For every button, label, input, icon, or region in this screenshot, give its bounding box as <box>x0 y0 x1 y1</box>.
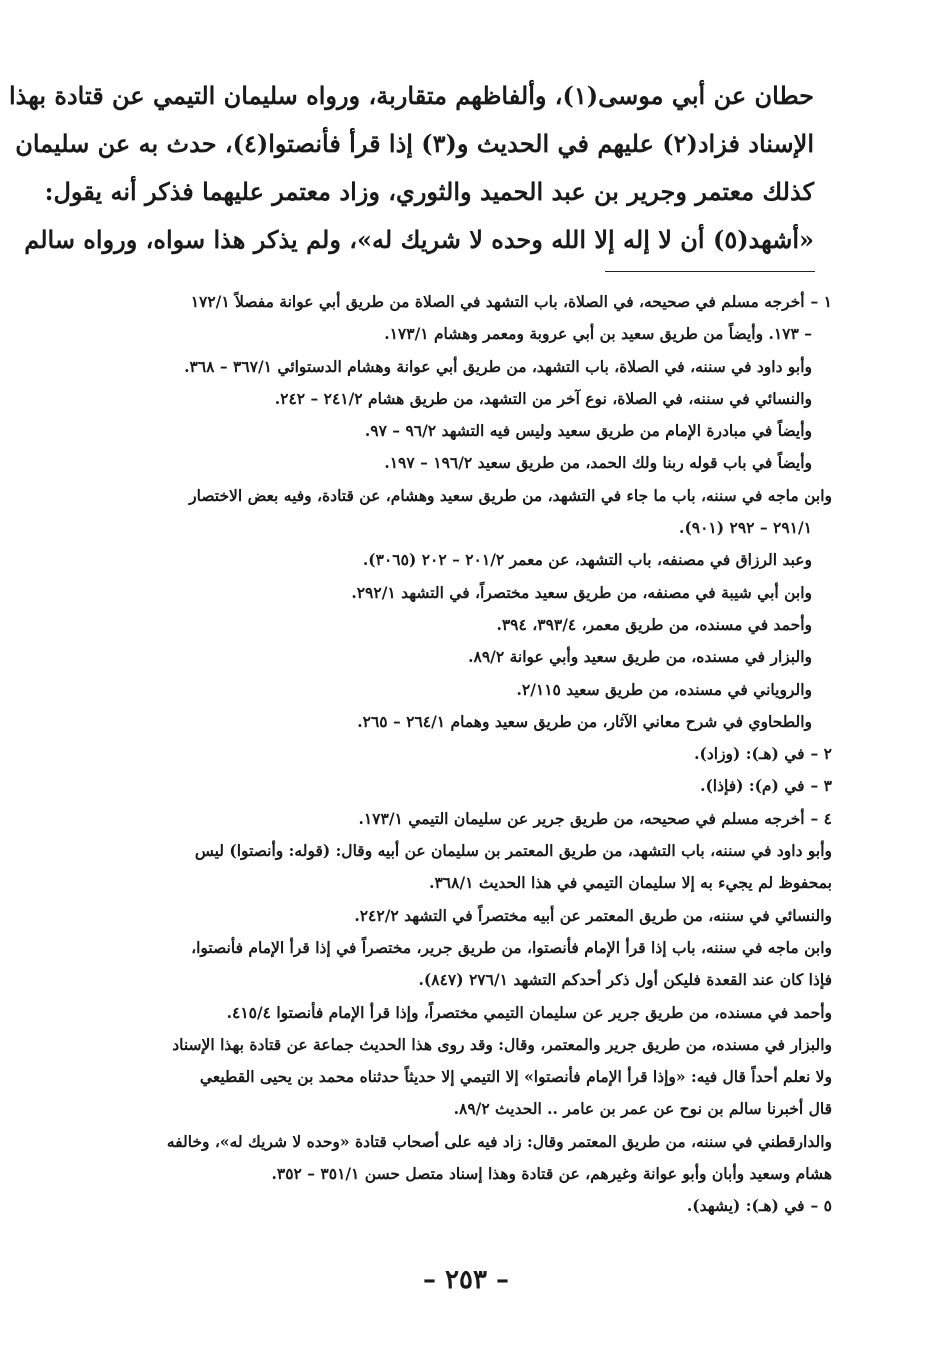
footnote-entry <box>100 770 832 802</box>
footnote-line <box>100 706 832 738</box>
footnote-line <box>100 415 832 447</box>
footnote-text: وابن ماجه في سننه، باب إذا قرأ الإمام فأنصتوا، من طريق جرير، مختصراً في إذا قرأ الإمام فأنصتوا، <box>191 937 832 957</box>
footnote-text: والبزار في مسنده، من طريق جرير والمعتمر، وقال: وقد روى هذا الحديث جماعة عن قتادة بهذا الإسناد <box>172 1034 832 1054</box>
footnote-number: ٢ – <box>810 744 832 764</box>
footnotes <box>100 286 832 1223</box>
footnote-number: ٣ – <box>810 776 832 796</box>
footnote-number: ١ – <box>810 292 832 311</box>
footnote-line <box>100 512 832 544</box>
footnote-line <box>100 1061 832 1093</box>
main-text <box>9 72 814 264</box>
main-text-line: حطان عن أبي موسى(١)، وألفاظهم متقاربة، ورواه سليمان التيمي عن قتادة بهذا <box>9 81 814 110</box>
footnote-text: وأبو داود في سننه، باب التشهد، من طريق المعتمر بن سليمان عن أبيه وقال: (قوله: وأنصتوا) ليس <box>194 841 832 861</box>
footnote-number: ٥ – <box>810 1196 832 1216</box>
footnote-line <box>100 447 832 479</box>
main-text-line: الإسناد فزاد(٢) عليهم في الحديث و(٣) إذا قرأ فأنصتوا(٤)، حدث به عن سليمان <box>15 129 814 158</box>
footnote-text: والروياني في مسنده، من طريق سعيد ٢/١١٥. <box>516 679 812 699</box>
page-number: – ٢٥٣ – <box>422 1265 510 1295</box>
footnote-text: وأحمد في مسنده، من طريق جرير عن سليمان التيمي مختصراً، وإذا قرأ الإمام فأنصتوا ٤١٥/٤. <box>226 1002 832 1022</box>
footnote-line <box>100 1158 832 1190</box>
footnote-text: ولا نعلم أحداً قال فيه: «وإذا قرأ الإمام فأنصتوا» إلا التيمي إلا حديثاً حدثناه محمد بن يحيى القطيعي <box>199 1067 832 1087</box>
footnote-text: والدارقطني في سننه، من طريق المعتمر وقال: زاد فيه على أصحاب قتادة «وحده لا شريك له»، وخالفه <box>166 1131 832 1151</box>
footnote-text: في (هـ): (يشهد). <box>686 1196 805 1216</box>
footnote-text: هشام وسعيد وأبان وأبو عوانة وغيرهم، عن قتادة وهذا إسناد متصل حسن ٣٥١/١ – ٣٥٢. <box>271 1164 832 1184</box>
footnote-line <box>100 932 832 964</box>
footnote-text: وعبد الرزاق في مصنفه، باب التشهد، عن معمر ٢٠١/٢ – ٢٠٢ (٣٠٦٥). <box>362 550 812 570</box>
main-text-line: «أشهد(٥) أن لا إله إلا الله وحده لا شريك له»، ولم يذكر هذا سواه، ورواه سالم <box>24 225 814 254</box>
footnote-text: وأيضاً في باب قوله ربنا ولك الحمد، من طريق سعيد ١٩٦/٢ – ١٩٧. <box>384 453 812 473</box>
footnote-number: ٤ – <box>810 808 832 828</box>
footnote-text: والطحاوي في شرح معاني الآثار، من طريق سعيد وهمام ٢٦٤/١ – ٢٦٥. <box>357 711 812 731</box>
footnote-line <box>100 997 832 1029</box>
footnote-line <box>100 1029 832 1061</box>
footnote-text: والبزار في مسنده، من طريق سعيد وأبي عوانة ٨٩/٢. <box>468 647 812 667</box>
footnote-text: قال أخبرنا سالم بن نوح عن عمر بن عامر .. الحديث ٨٩/٢. <box>453 1099 832 1119</box>
footnote-line <box>100 641 832 673</box>
footnote-text: بمحفوظ لم يجيء به إلا سليمان التيمي في هذا الحديث ٣٦٨/١. <box>429 873 832 893</box>
footnote-entry <box>100 738 832 770</box>
footnote-line <box>100 351 832 383</box>
footnote-text: وابن أبي شيبة في مصنفه، من طريق سعيد مختصراً، في التشهد ٢٩٢/١. <box>351 582 812 602</box>
footnote-text: وابن ماجه في سننه، باب ما جاء في التشهد، من طريق سعيد وهشام، عن قتادة، وفيه بعض الاختصار <box>189 485 832 505</box>
footnote-text: والنسائي في سننه، من طريق المعتمر عن أبيه مختصراً في التشهد ٢٤٢/٢. <box>354 905 832 925</box>
footnote-text: أخرجه مسلم في صحيحه، في الصلاة، باب التشهد في الصلاة من طريق أبي عوانة مفصلاً ١٧٢/١ <box>190 292 805 311</box>
main-text-line: كذلك معتمر وجرير بن عبد الحميد والثوري، وزاد معتمر عليهما فذكر أنه يقول: <box>44 177 814 206</box>
footnote-line <box>100 1126 832 1158</box>
footnote-line <box>100 674 832 706</box>
footnote-line <box>100 1093 832 1125</box>
footnote-line <box>100 964 832 996</box>
footnote-entry <box>100 803 832 835</box>
footnote-text: في (م): (فإذا). <box>700 776 805 796</box>
footnote-separator <box>605 271 815 272</box>
footnote-line <box>100 900 832 932</box>
footnote-text: وأيضاً في مبادرة الإمام من طريق سعيد وليس فيه التشهد ٩٦/٢ – ٩٧. <box>364 421 812 441</box>
footnote-line <box>100 835 832 867</box>
footnote-text: والنسائي في سننه، في الصلاة، نوع آخر من التشهد، من طريق هشام ٢٤١/٢ – ٢٤٢. <box>274 388 812 408</box>
footnote-line <box>100 867 832 899</box>
footnote-entry <box>100 286 832 318</box>
footnote-entry <box>100 1190 832 1222</box>
footnote-line <box>100 609 832 641</box>
footnote-text: وأبو داود في سننه، في الصلاة، باب التشهد، من طريق أبي عوانة وهشام الدستوائي ٣٦٧/١ – ٣٦٨. <box>184 356 812 376</box>
footnote-text: في (هـ): (وزاد). <box>694 744 805 764</box>
footnote-line <box>100 577 832 609</box>
footnote-line <box>100 318 832 350</box>
footnote-line <box>100 544 832 576</box>
footnote-text: ٢٩١/١ – ٢٩٢ (٩٠١). <box>679 518 812 538</box>
footnote-text: – ١٧٣. وأيضاً من طريق سعيد بن أبي عروبة ومعمر وهشام ١٧٣/١. <box>384 324 812 344</box>
footnote-text: فإذا كان عند القعدة فليكن أول ذكر أحدكم التشهد ٢٧٦/١ (٨٤٧). <box>418 970 832 990</box>
footnote-text: أخرجه مسلم في صحيحه، من طريق جرير عن سليمان التيمي ١٧٣/١. <box>358 808 805 828</box>
footnote-line <box>100 383 832 415</box>
footnote-line <box>100 480 832 512</box>
footnote-text: وأحمد في مسنده، من طريق معمر، ٣٩٣/٤، ٣٩٤. <box>496 614 812 634</box>
